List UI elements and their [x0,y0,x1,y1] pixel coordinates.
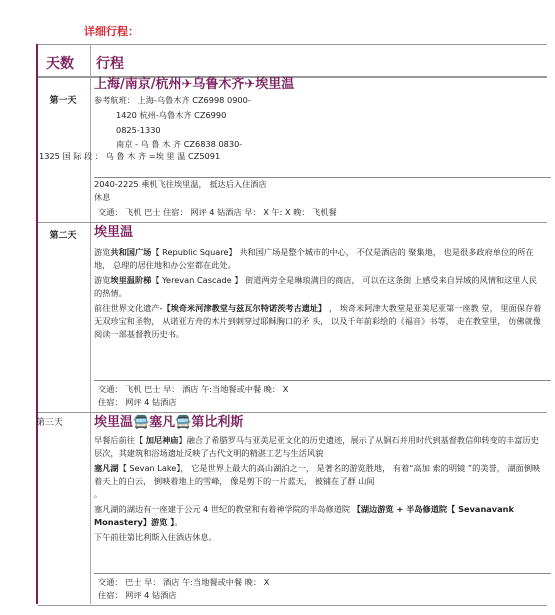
rest-text: 休息 [94,192,111,202]
day-info [98,383,288,409]
paragraph: 早餐后前往【 加尼神庙】融合了希腊罗马与亚美尼亚文化的历史遗迹，展示了从铜石并用时代到基督教信仰转变的丰富历史层次，其建筑和浴场遗址反映了古代文明的精湛工艺与生活风貌 [94,435,539,458]
day-label: 第三天 [36,418,64,428]
itinerary-heading: 详细行程： [84,25,139,38]
paragraph: 塞凡湖【 Sevan Lake】， 它是世界上最大的高山湖泊之一， 是著名的游览胜地， 有着“高加 索的明镜 ”的美誉， 湖面倒映着天上的白云， 倒映着地上的雪峰， 像是剪下的一片蓝天， 被铺在了群 山间 。 [94,463,541,499]
divider [94,573,551,574]
info-line: 住宿： 网评 4 钻酒店 [98,590,177,600]
day-label: 第二天 [49,231,77,241]
day-label: 第一天 [49,96,77,106]
flight-detail-text: 2040-2225 乘机飞往埃里温， 抵达后入住酒店 [94,179,267,189]
info-line: 交通： 飞机 巴士 早： 酒店 午:当地餐或中餐 晚： X [98,384,289,394]
flight-line: 1420 杭州-乌鲁木齐 CZ6990 [116,110,227,120]
info-line: 住宿： 网评 4 钻酒店 [98,397,177,407]
day-info [98,576,269,602]
column-header-itinerary: 行程 [96,56,124,72]
day-title: 埃里温 [94,225,134,240]
column-header-day: 天数 [46,56,74,72]
divider [94,380,551,381]
paragraph: 下午前往第比利斯入住酒店休息。 [94,532,217,542]
flight-detail [94,178,551,204]
day-info: 交通： 飞机 巴士 住宿： 网评 4 钻酒店 早： X 午: X 晚： 飞机餐 [98,207,337,217]
flight-line: 南京 - 乌 鲁 木 齐 CZ6838 0830- [116,139,243,149]
flight-line: 1325 国 际 段 ： 乌 鲁 木 齐 =埃 里 温 CZ5091 [39,151,221,161]
paragraph: 游览共和国广场【 Republic Square】 共和国广场是整个城市的中心， 不仅是酒店的 聚集地， 也是很多政府单位的所在地， 总理的居住地和办公室都在此处。 [94,247,534,270]
info-line: 交通： 巴士 早： 酒店 午:当地餐或中餐 晚： X [98,577,270,587]
flight-line: 0825-1330 [116,125,161,135]
day-title: 上海/南京/杭州✈乌鲁木齐✈埃里温 [94,77,295,92]
day-content [94,415,543,544]
table-header-row [38,44,547,78]
paragraph: 游览埃里温阶梯【 Yerevan Cascade 】 街道两旁全是琳琅满目的商店， 可以在这条街 上感受来自异域的风情和这里人民的热情。 [94,275,537,298]
day-content [94,225,543,341]
paragraph: 前往世界文化遗产-【埃奇米河津教堂与兹瓦尔特诺茨考古遗址】 ， 埃奇米阿津大教堂是亚美尼亚第一座教 堂， 里面保存着无双珍宝和圣物， 从诺亚方舟的木片到刺穿过耶稣胸口的矛 头， 以及千年前彩绘的《福音》书等， 走在教堂里， 仿佛就像阅读一部基督教历史书。 [94,303,542,339]
day-title: 埃里温🚍塞凡🚍第比利斯 [94,415,244,430]
flight-line: 参考航班： 上海-乌鲁木齐 CZ6998 0900- [94,95,251,105]
paragraph: 塞凡湖的湖边有一座建于公元 4 世纪的教堂和有着神学院的半岛修道院 【湖边游览 + 半岛修道院【 Sevanavank Monastery】游览 】。 [94,504,514,527]
